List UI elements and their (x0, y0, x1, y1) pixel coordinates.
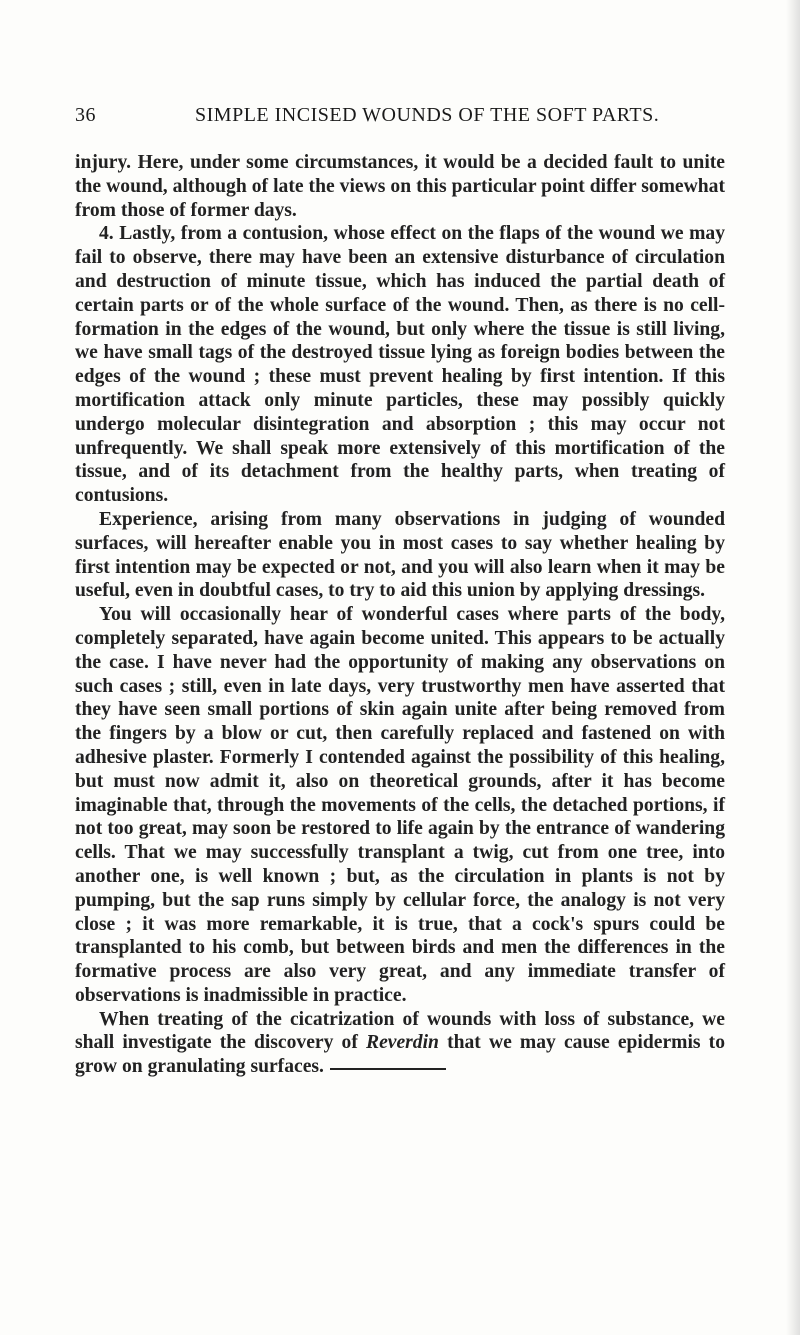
page-number: 36 (75, 104, 96, 126)
paragraph-cicatrization-after: that we may cause epidermis to grow on granulating surfaces. (75, 1032, 725, 1078)
paragraph-contusion: 4. Lastly, from a contusion, whose effect on the flaps of the wound we may fail to observe, there may have been an extensive disturbance of circulation and destruction of minute tissue, which has induced the partial death of certain parts or of the whole surface of the wound. Then, as there is no cell-formation in the edges of the wound, but only where the tissue is still living, we have small tags of the destroyed tissue lying as foreign bodies between the edges of the wound ; these must prevent healing by first intention. If this mortification attack only minute particles, these may possibly quickly undergo molecular disintegration and absorption ; this may occur not unfrequently. We shall speak more extensively of this mortification of the tissue, and of its detachment from the healthy parts, when treating of contusions. (75, 223, 725, 507)
author-name-emphasis: Reverdin (366, 1032, 439, 1054)
paragraph-reunion: You will occasionally hear of wonderful cases where parts of the body, completely separated, have again become united. This appears to be actually the case. I have never had the opportunity of making any observations on such cases ; still, even in late days, very trustworthy men have asserted that they have seen small portions of skin again unite after being removed from the fingers by a blow or cut, then carefully replaced and fastened on with adhesive plaster. Formerly I contended against the possibility of this healing, but must now admit it, also on theoretical grounds, after it has become imaginable that, through the movements of the cells, the detached portions, if not too great, may soon be restored to life again by the entrance of wandering cells. That we may successfully transplant a twig, cut from one tree, into another one, is well known ; but, as the circulation in plants is not by pumping, but the sap runs simply by cellular force, the analogy is not very close ; it was more remarkable, it is true, that a cock's spurs could be transplanted to his comb, but between birds and men the differences in the formative process are also very great, and any immediate transfer of observations is inadmissible in practice. (75, 604, 725, 1006)
paragraph-continued: injury. Here, under some circumstances, it would be a decided fault to unite the wound, although of late the views on this particular point differ somewhat from those of former days. (75, 152, 725, 221)
running-head (75, 104, 675, 130)
end-of-text-rule (330, 1068, 446, 1070)
body-text (75, 151, 725, 1079)
paragraph-experience: Experience, arising from many observations in judging of wounded surfaces, will hereafter enable you in most cases to say whether healing by first intention may be expected or not, and you will also learn when it may be useful, even in doubtful cases, to try to aid this union by applying dressings. (75, 508, 725, 602)
page-edge-shadow (786, 0, 800, 1335)
paragraph-cicatrization-before: When treating of the cicatrization of wounds with loss of substance, we shall investigate the discovery of (75, 1008, 725, 1054)
running-title: SIMPLE INCISED WOUNDS OF THE SOFT PARTS. (195, 104, 660, 126)
